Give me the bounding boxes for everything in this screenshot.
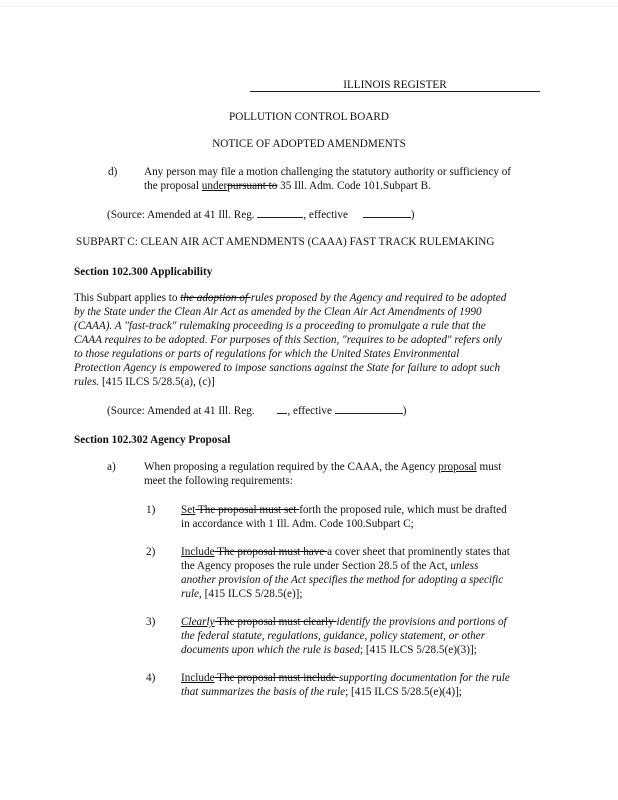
paragraph-text: must <box>476 461 502 473</box>
blank-line <box>257 207 303 218</box>
board-title: POLLUTION CONTROL BOARD <box>229 111 389 123</box>
deleted-text: pursuant to <box>227 180 278 192</box>
item-2-marker: 2) <box>146 546 156 558</box>
paragraph-text: When proposing a regulation required by the CAAA, the Agency <box>144 461 439 473</box>
section-300-line5: to those regulations or parts of regulations for which the United States Environmental <box>74 348 460 360</box>
item-4-marker: 4) <box>146 672 156 684</box>
item-1-marker: 1) <box>146 504 156 516</box>
citation-text: ; [415 ILCS 5/28.5(e)(4)]; <box>345 686 462 698</box>
section-302-heading: Section 102.302 Agency Proposal <box>74 434 231 446</box>
deleted-text: The proposal must have <box>214 546 328 558</box>
item-d-text: 35 Ill. Adm. Code 101.Subpart B. <box>277 180 431 192</box>
item-4-line2 <box>181 685 462 699</box>
statutory-text: rules proposed by the Agency and required to be adopted <box>250 292 507 304</box>
inserted-text: Set <box>181 504 196 516</box>
blank-line <box>277 403 287 414</box>
statutory-text: rules. <box>74 376 100 388</box>
statutory-text: identify the provisions and portions of <box>336 616 507 628</box>
item-3-line1 <box>181 615 507 629</box>
item-1-line1 <box>181 503 507 517</box>
source-text: , effective <box>303 209 351 221</box>
source-text: (Source: Amended at 41 Ill. Reg. <box>107 405 258 417</box>
item-2-line2 <box>181 559 478 573</box>
deleted-text: The proposal must clearly <box>214 616 337 628</box>
paragraph-text: forth the proposed rule, which must be drafted <box>299 504 507 516</box>
inserted-text: under <box>201 180 228 192</box>
section-300-line7 <box>74 375 215 389</box>
section-300-line2: by the State under the Clean Air Act as amended by the Clean Air Act Amendments of 1990 <box>74 306 482 318</box>
subpart-heading: SUBPART C: CLEAN AIR ACT AMENDMENTS (CAAA) FAST TRACK RULEMAKING <box>76 236 495 248</box>
source-text: , effective <box>287 405 335 417</box>
blank-line <box>363 207 411 218</box>
citation-text: , [415 ILCS 5/28.5(e)]; <box>199 588 303 600</box>
inserted-text: proposal <box>438 461 477 473</box>
paragraph-text: a cover sheet that prominently states that <box>327 546 510 558</box>
item-a-line2: meet the following requirements: <box>144 475 293 487</box>
item-2-line3: another provision of the Act specifies the method for adopting a specific <box>181 574 504 586</box>
source-note <box>107 403 406 418</box>
source-text: (Source: Amended at 41 Ill. Reg. <box>107 209 258 221</box>
citation-text: ; [415 ILCS 5/28.5(e)(3)]; <box>359 644 477 656</box>
blank-line <box>335 403 403 414</box>
item-d-line1: Any person may file a motion challenging the statutory authority or sufficiency of <box>144 166 512 178</box>
item-2-line4 <box>181 587 303 601</box>
statutory-text: documents upon which the rule is based <box>181 644 360 656</box>
item-4-line1 <box>181 671 510 685</box>
statutory-text: unless <box>450 560 479 572</box>
register-underline <box>250 91 540 92</box>
item-3-line3 <box>181 643 477 657</box>
section-300-heading: Section 102.300 Applicability <box>74 266 213 278</box>
inserted-text: Include <box>181 546 215 558</box>
inserted-text: Clearly <box>181 616 215 628</box>
section-300-line6: Protection Agency is empowered to impose sanctions against the State for failure to adopt such <box>74 362 501 374</box>
citation-text: [415 ILCS 5/28.5(a), (c)] <box>99 376 215 388</box>
item-3-line2: the federal statute, regulations, guidance, policy statement, or other <box>181 630 486 642</box>
source-note <box>107 207 414 222</box>
deleted-text: the adoption of <box>180 292 251 304</box>
paragraph-text: the Agency proposes the rule under Section 28.5 of the Act, <box>181 560 451 572</box>
statutory-text: that summarizes the basis of the rule <box>181 686 346 698</box>
paragraph-text: This Subpart applies to <box>74 292 181 304</box>
item-d-text: the proposal <box>144 180 202 192</box>
item-3-marker: 3) <box>146 616 156 628</box>
item-a-marker: a) <box>107 461 116 473</box>
scan-edge-line <box>0 6 618 7</box>
section-300-line3: (CAAA). A "fast-track" rulemaking proceeding is a proceeding to promulgate a rule that the <box>74 320 486 332</box>
item-d-line2 <box>144 179 431 193</box>
deleted-text: The proposal must set <box>195 504 300 516</box>
deleted-text: The proposal must include <box>214 672 339 684</box>
item-2-line1 <box>181 545 510 559</box>
register-title: ILLINOIS REGISTER <box>343 79 447 91</box>
notice-title: NOTICE OF ADOPTED AMENDMENTS <box>212 138 406 150</box>
source-text: ) <box>410 209 415 221</box>
statutory-text: supporting documentation for the rule <box>338 672 510 684</box>
item-d-marker: d) <box>108 166 118 178</box>
item-a-line1 <box>144 460 501 474</box>
source-text: ) <box>402 405 407 417</box>
statutory-text: rule <box>181 588 200 600</box>
inserted-text: Include <box>181 672 215 684</box>
item-1-line2: in accordance with 1 Ill. Adm. Code 100.Subpart C; <box>181 518 414 530</box>
section-300-line4: CAAA requires to be adopted. For purposes of this Section, "requires to be adopted" refers only <box>74 334 503 346</box>
section-300-line1 <box>74 291 506 305</box>
